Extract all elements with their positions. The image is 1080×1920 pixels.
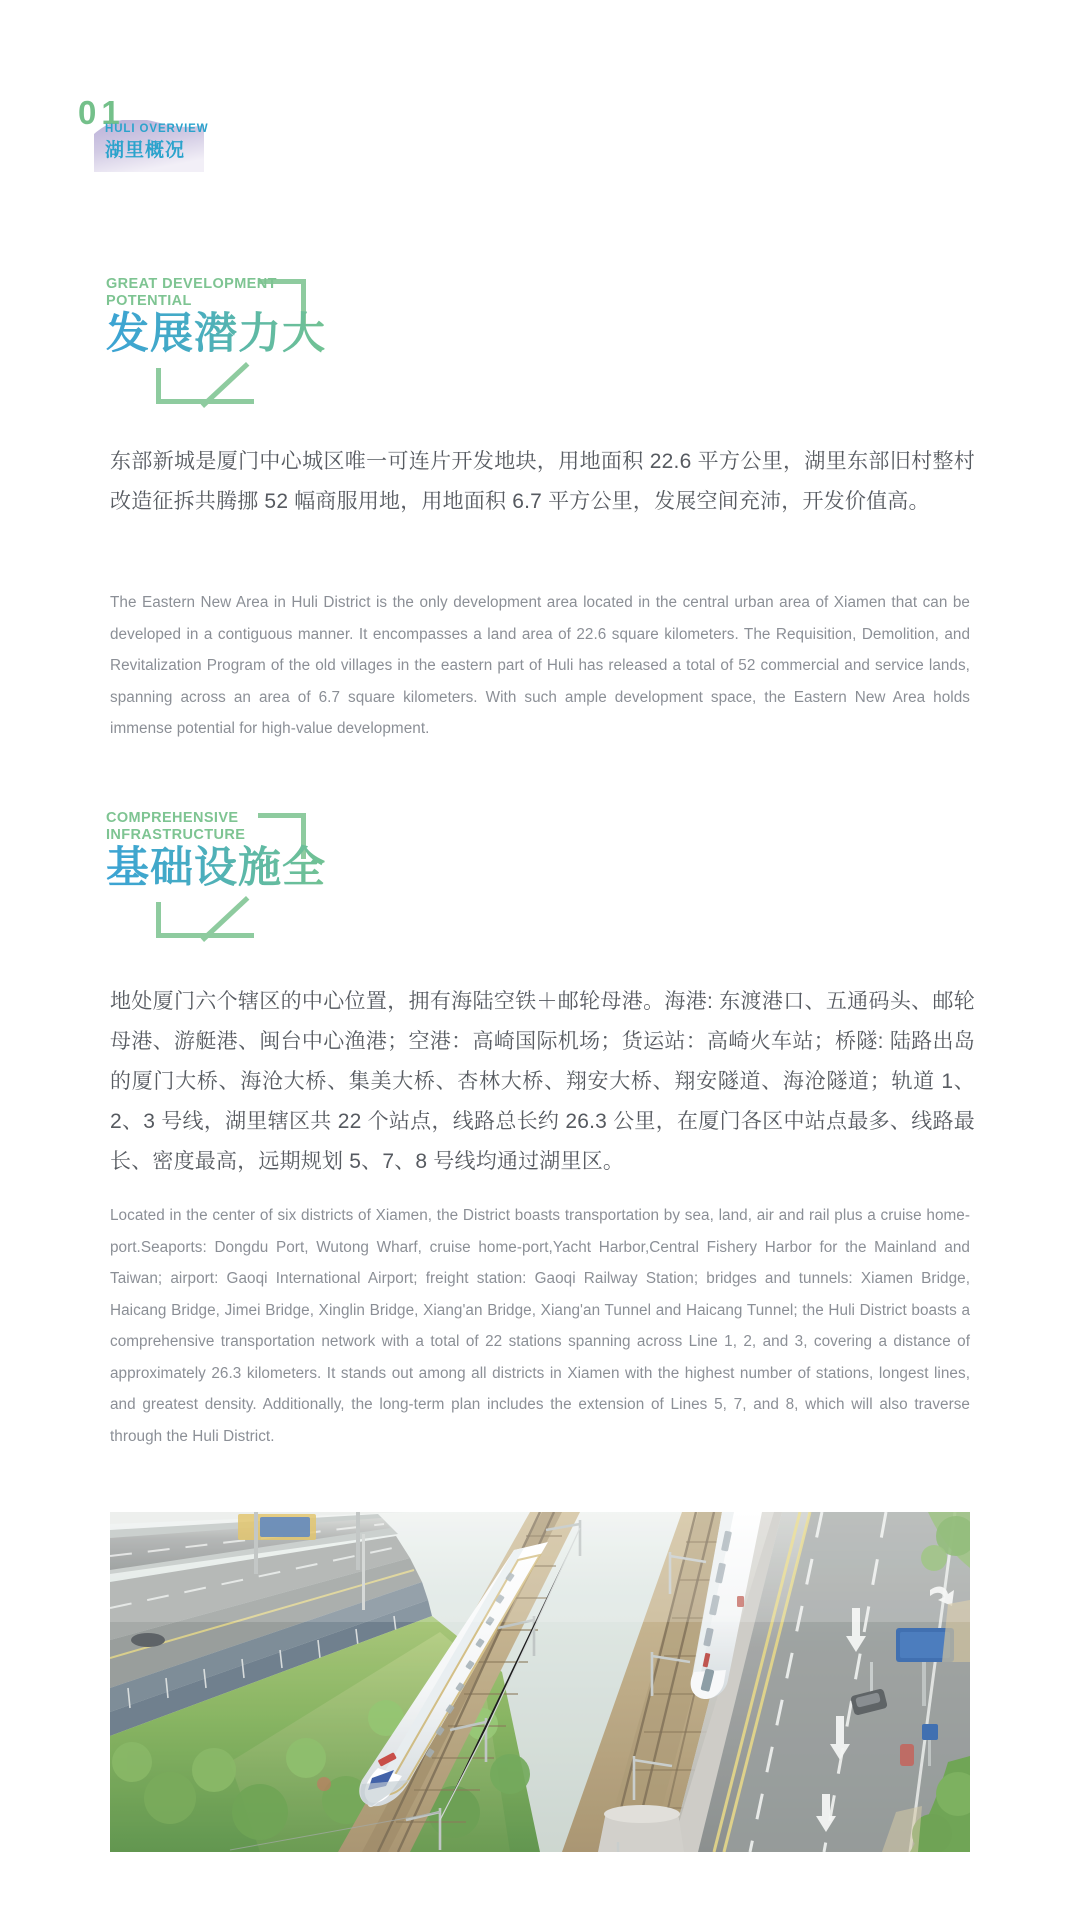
section-label-english: HULI OVERVIEW [105, 123, 209, 135]
section-heading-development [106, 276, 506, 396]
section-number-badge [78, 96, 308, 176]
paragraph-chinese-infrastructure: 地处厦门六个辖区的中心位置，拥有海陆空铁＋邮轮母港。海港: 东渡港口、五通码头、邮轮母港、游艇港、闽台中心渔港；空港：高崎国际机场；货运站：高崎火车站；桥隧: 陆路出岛的厦门大桥、海沧大桥、集美大桥、杏林大桥、翔安大桥、翔安隧道、海沧隧道；轨道 1、2、3 号线，湖里辖区共 22 个站点，线路总长约 26.3 公里，在厦门各区中站点最多、线路最长、密度最高，远期规划 5、7、8 号线均通过湖里区。 [110, 990, 975, 1173]
section-label-chinese: 湖里概况 [105, 140, 186, 161]
paragraph-english-development: The Eastern New Area in Huli District is the only development area located in the central urban area of Xiamen that can be developed in a contiguous manner. It encompasses a land area of 22.6 square kilometers. The Requisition, Demolition, and Revitalization Program of the old villages in the eastern part of Huli has released a total of 52 commercial and service lands, spanning across an area of 6.7 square kilometers. With such ample development space, the Eastern New Area holds immense potential for high-value development. [110, 594, 970, 737]
section-heading-english: COMPREHENSIVE INFRASTRUCTURE [106, 810, 246, 843]
section-heading-infrastructure [106, 810, 506, 930]
paragraph-english-infrastructure: Located in the center of six districts of Xiamen, the District boasts transportation by sea, land, air and rail plus a cruise home-port.Seaports: Dongdu Port, Wutong Wharf, cruise home-port,Yacht Harbor,Central Fishery Harbor for the Mainland and Taiwan; airport: Gaoqi International Airport; freight station: Gaoqi Railway Station; bridges and tunnels: Xiamen Bridge, Haicang Bridge, Jimei Bridge, Xinglin Bridge, Xiang'an Bridge, Xiang'an Tunnel and Haicang Tunnel; the Huli District boasts a comprehensive transportation network with a total of 22 stations spanning across Line 1, 2, and 3, covering a distance of approximately 26.3 kilometers. It stands out among all districts in Xiamen with the highest number of stations, longest lines, and greatest density. Additionally, the long-term plan includes the extension of Lines 5, 7, and 8, which will also traverse through the Huli District. [110, 1207, 970, 1445]
section-number: 01 [78, 94, 125, 131]
section-heading-english: GREAT DEVELOPMENT POTENTIAL [106, 276, 277, 309]
paragraph-chinese-development: 东部新城是厦门中心城区唯一可连片开发地块，用地面积 22.6 平方公里，湖里东部旧村整村改造征拆共腾挪 52 幅商服用地，用地面积 6.7 平方公里，发展空间充沛，开发价值高。 [110, 450, 975, 513]
rail-and-highway-aerial-photo [110, 1512, 970, 1852]
section-heading-chinese: 发展潜力大 [106, 310, 326, 358]
section-heading-chinese: 基础设施全 [106, 844, 326, 892]
